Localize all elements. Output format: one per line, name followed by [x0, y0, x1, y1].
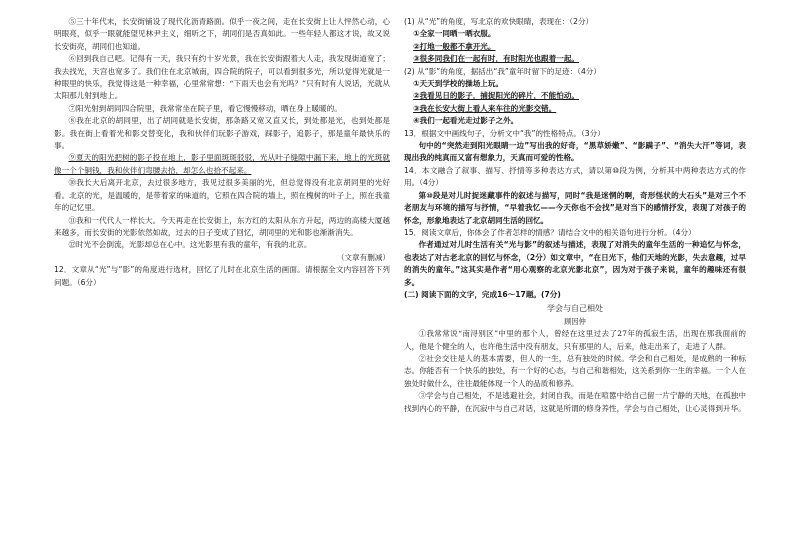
essay-paragraph-2: ②社会交往是人的基本需要，但人的一生，总有独处的时候。学会和自己相处，是成熟的一种标志。你能否有一个快乐的独处，有一个好的心态，与自己和谐相处，这关系到你一生的幸福。一个人在独处时做什么，往往最能体现一个人的品质和修养。 [404, 353, 746, 388]
question-13: 13．根据文中画线句子，分析文中“我”的性格特点。（3分） [404, 128, 605, 138]
q12-part2-answer-2: ②我看见日的影子，捕捉阳光的碎片，不能怕动。 [413, 91, 580, 101]
q12-part1-answer-3: ③很多同我们在一起有时，有时阳光也跟着一起。 [413, 54, 580, 64]
q12-part2-answer-3: ③我在长安大街上看人来车往的光影交错。 [413, 103, 557, 113]
section-heading: (二) 阅读下面的文字，完成16～17题。(7分) [404, 289, 561, 299]
q12-part2-answer-1: ①天天到学校的操场上玩。 [413, 79, 504, 89]
paragraph-5: ⑤三十年代末，长安街铺设了现代化沥青路面。似乎一夜之间，走在长安街上让人怦然心动，心明眼亮，似乎一眼就能望见林尹主义，细听之下，胡同们是否真如此。一些年轻人都这才说，故又说长安街亮，胡同们也知道。 [54, 17, 390, 51]
answer-14: 第⑩段是对儿时捉迷藏事件的叙述与描写，同时“我是迷惘的啊，奇形怪状的大石头”是对三个不老朋友与环境的描写与抒情，“早着我忆——今天你也不会找”是对当下的感情抒发，表现了对孩子的怀念，形象地表达了北京胡同生活的回忆。 [404, 190, 746, 225]
source-note: （文章有删减） [336, 252, 390, 262]
left-column [54, 16, 390, 289]
essay-author: 顾因仲 [564, 316, 586, 326]
question-14: 14．本文融合了叙事、描写、抒情等多种表达方式，请以第⑩段为例，分析其中两种表达方式的作用。（4分） [404, 165, 746, 188]
q12-part1-answer-1: ①全家一同晒一晒衣服。 [413, 29, 496, 39]
q12-part1-prompt: (1) 从“光”的角度，写北京的欢快眼睛，表现在：（2分） [404, 17, 594, 26]
answer-15: 作者通过对儿时生活有关“光与影”的叙述与描述，表现了对消失的童年生活的一种追忆与怀念，也表达了对古老北京的回忆与怀念，（2分）如文章中，“在日光下，他们天地的光影，失去意趣，过早的消失的童年。”这其实是作者“用心观察的北京光影北京”，因为对于孩子来说，童年的趣味还有很多。 [404, 240, 746, 287]
right-column [404, 16, 746, 415]
q12-part2-answer-4: ④我们一起看光走过影子之外。 [413, 116, 519, 126]
paragraph-7: ⑦阳光射到胡同四合院里，我常常坐在院子里，看它慢慢移动，晒在身上暖暖的。 [68, 103, 342, 113]
essay-paragraph-3: ③学会与自己相处，不是逃避社会，封闭自我，而是在喧嚣中给自己留一片宁静的天地，在孤独中找到内心的平静，在沉寂中与自己对话，这就是所谓的修身养性，学会与自己相处，让心灵得到升华。 [404, 391, 746, 413]
essay-paragraph-1: ①我常常说“南浔别区”中里的那个人，曾经在这里过去了27年的孤寂生活，出现在那我面前的人，他是个健全的人，也许他生活中没有朋友，只有那里的人，后来，他走出来了，走进了人群。 [404, 329, 746, 351]
q12-part2-prompt: (2) 从“影”的角度，据括出“我”童年时留下的足迹：（4分） [404, 66, 601, 76]
question-12: 12．文章从“光”与“影”的角度进行选材，回忆了儿时在北京生活的画面。请根据全文内容回答下列问题。（6分） [54, 265, 390, 287]
paragraph-12: ⑫时光不会倒流，光影却总在心中。这光影里有我的童年，有我的北京。 [68, 240, 312, 250]
paragraph-6: ⑥回到我自己吧。记得有一天，我只有约十岁光景，我在长安街跟着大人走，我发现街道宽了；我去找光，天宫也宽多了。我们住在北京城南，四合院的院子，可以看到很多光，所以觉得光就是一种眼里的快乐，我觉得这是一种幸福，心里常常想：“下雨天也会有光吗？”只有时有人说话，光就从太阳那儿射到地上。 [54, 54, 390, 101]
question-15: 15．阅读文章后，你体会了作者怎样的情感？请结合文中的相关语句进行分析。（4分） [404, 227, 696, 237]
answer-13: 句中的“突然走到阳光眼睛一边”写出我的好奇，“黑草娇嫩”、“影蹒子”、“消失大汗”等词，表现出我的纯真而又富有想象力，天真而可爱的性格。 [404, 141, 746, 163]
paragraph-9: ⑨夏天的阳光把树的影子投在地上，影子里面斑斑驳驳，光从叶子缝隙中漏下来，地上的光斑就像一个个铜钱，我和伙伴们弯腰去拾，却怎么也拾不起来。 [54, 153, 390, 175]
q12-part1-answer-2: ②打地一般都不拿开光。 [413, 41, 496, 51]
paragraph-10: ⑩我长大后离开北京，去过很多地方，我见过很多美丽的光，但总觉得没有北京胡同里的光好看。北京的光，是温暖的，是带着家的味道的，它照在四合院的墙上，照在槐树的叶子上，照在我童年的记忆里。 [54, 178, 390, 213]
paragraph-8: ⑧我在北京的胡同里，出了胡同就是长安街，那条路又宽又直又长，到处都是光，也到处都是影。我在街上看着光和影交替变化，我和伙伴们玩影子游戏，踩影子，追影子，那是童年最快乐的事。 [54, 116, 390, 151]
paragraph-11: ⑪我和一代代人一样长大。今天再走在长安街上，东方红的太阳从东方升起，两边的高楼大厦越来越多，而长安街的光影依然如故，过去的日子变成了回忆，胡同里的光和影也渐渐消失。 [54, 215, 390, 237]
essay-title: 学会与自己相处 [547, 304, 603, 314]
